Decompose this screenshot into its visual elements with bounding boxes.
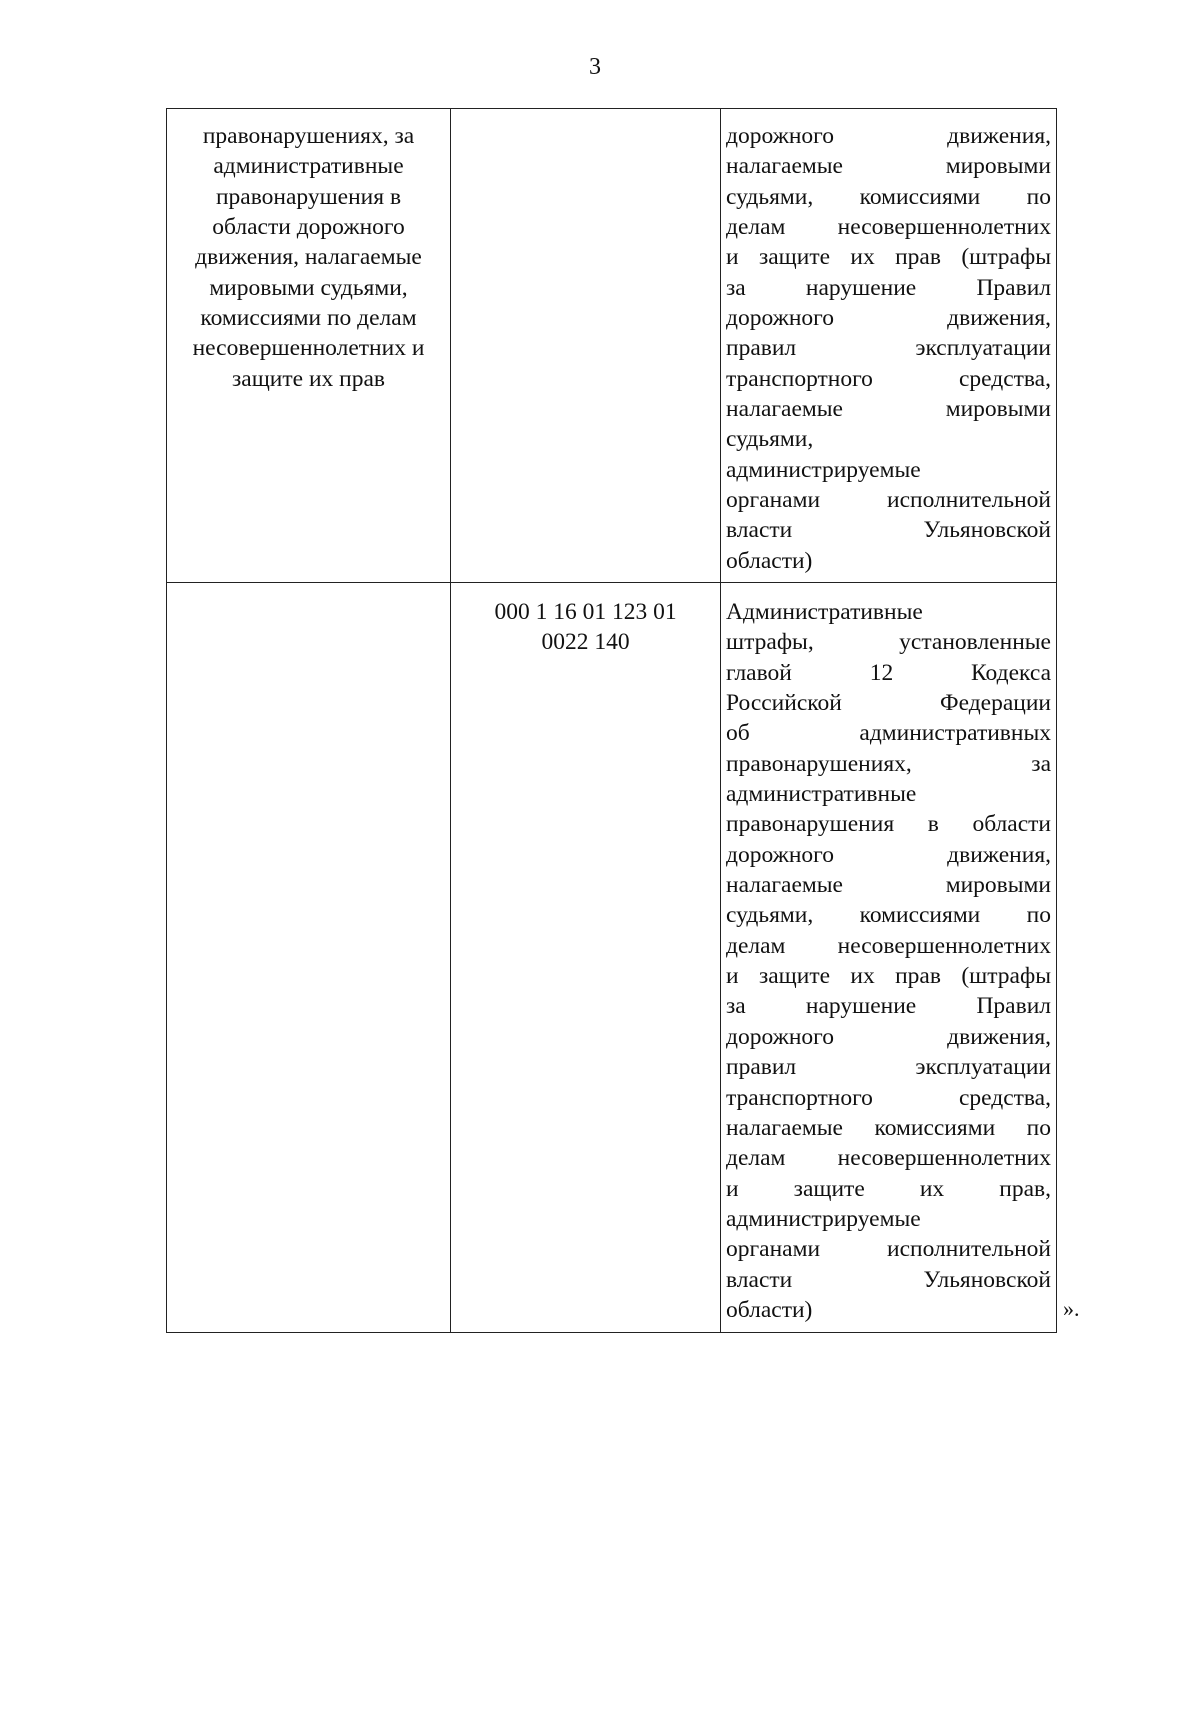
text-line: власти Ульяновской: [726, 517, 1051, 544]
text-line: дорожного движения,: [726, 305, 1051, 332]
text-line: 000 1 16 01 123 01: [494, 599, 677, 625]
text-line: мировыми судьями,: [209, 274, 408, 301]
text-line: области): [726, 1296, 813, 1323]
table-row: [167, 583, 1057, 1333]
text-line: налагаемые мировыми: [726, 872, 1051, 899]
text-line: области дорожного: [212, 214, 405, 241]
text-line: административные: [213, 153, 404, 180]
text-line: главой 12 Кодекса: [726, 659, 1051, 686]
table-row: [167, 109, 1057, 583]
cell-text: [721, 583, 1056, 1325]
text-line: транспортного средства,: [726, 1084, 1051, 1111]
text-line: несовершеннолетних и: [192, 335, 425, 362]
budget-code-table: [166, 108, 1057, 1333]
text-line: дорожного движения,: [726, 1023, 1051, 1050]
text-line: и защите их прав (штрафы: [726, 244, 1051, 271]
text-line: налагаемые мировыми: [726, 396, 1051, 423]
text-line: правил эксплуатации: [726, 1054, 1051, 1081]
text-line: области): [726, 547, 813, 574]
text-line: дорожного движения,: [726, 841, 1051, 868]
text-line: и защите их прав (штрафы: [726, 963, 1051, 990]
page-number: 3: [589, 54, 601, 80]
text-line: штрафы, установленные: [726, 629, 1051, 656]
text-line: делам несовершеннолетних: [726, 932, 1051, 959]
text-line: делам несовершеннолетних: [726, 214, 1051, 241]
text-line: дорожного движения,: [726, 123, 1051, 149]
text-line: об административных: [726, 720, 1051, 747]
text-line: 0022 140: [541, 629, 630, 656]
text-line: администрируемые: [726, 456, 921, 483]
description-cell: [721, 583, 1057, 1333]
text-line: судьями, комиссиями по: [726, 183, 1051, 210]
text-line: налагаемые мировыми: [726, 153, 1051, 180]
code-cell: [451, 583, 721, 1333]
text-line: власти Ульяновской: [726, 1266, 1051, 1293]
admin-name-cell: [167, 109, 451, 583]
text-line: правил эксплуатации: [726, 335, 1051, 362]
text-line: защите их прав: [231, 365, 385, 392]
cell-text: [451, 109, 720, 121]
cell-text: [451, 583, 720, 658]
text-line: органами исполнительной: [726, 487, 1051, 514]
text-line: делам несовершеннолетних: [726, 1145, 1051, 1172]
admin-name-cell: [167, 583, 451, 1333]
text-line: административные: [726, 781, 917, 808]
text-line: судьями, комиссиями по: [726, 902, 1051, 929]
cell-text: [167, 583, 450, 597]
text-line: правонарушения в: [215, 183, 402, 210]
text-line: Российской Федерации: [726, 690, 1051, 717]
description-cell: [721, 109, 1057, 583]
text-line: и защите их прав,: [726, 1175, 1051, 1202]
text-line: Административные: [726, 599, 923, 625]
text-line: правонарушения в области: [726, 811, 1051, 838]
text-line: движения, налагаемые: [195, 244, 422, 271]
text-line: налагаемые комиссиями по: [726, 1114, 1051, 1141]
text-line: комиссиями по делам: [200, 305, 417, 332]
text-line: судьями,: [726, 426, 814, 453]
text-line: правонарушениях, за: [726, 750, 1051, 777]
cell-text: [721, 109, 1056, 576]
text-line: за нарушение Правил: [726, 274, 1051, 301]
closing-quote: ».: [1063, 1296, 1080, 1321]
text-line: транспортного средства,: [726, 365, 1051, 392]
cell-text: [167, 109, 450, 394]
text-line: администрируемые: [726, 1205, 921, 1232]
text-line: за нарушение Правил: [726, 993, 1051, 1020]
text-line: правонарушениях, за: [202, 123, 415, 149]
code-cell: [451, 109, 721, 583]
text-line: органами исполнительной: [726, 1236, 1051, 1263]
